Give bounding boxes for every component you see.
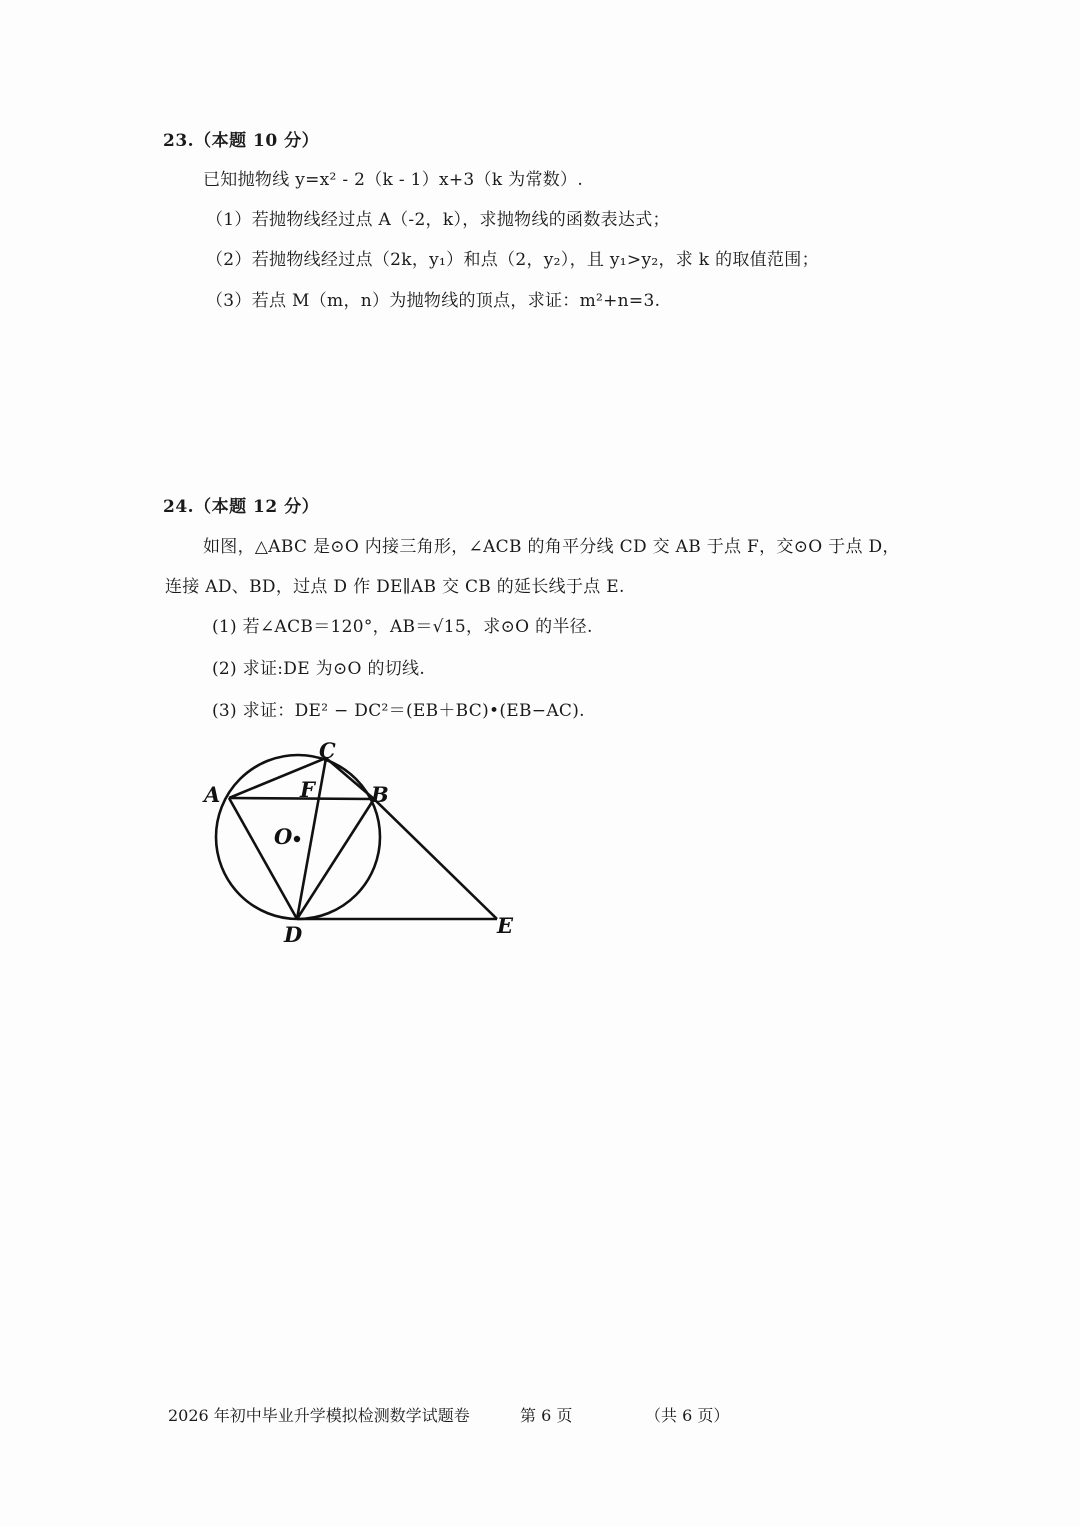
label-f: F [300,777,315,802]
segment-ad [229,798,297,919]
label-b: B [371,782,389,807]
label-o: O [274,824,293,849]
footer-total: （共 6 页） [645,1406,730,1425]
footer-page: 第 6 页 [520,1406,573,1425]
q24-stem-line1: 如图，△ABC 是⊙O 内接三角形，∠ACB 的角平分线 CD 交 AB 于点 F，交⊙O 于点 D， [203,537,900,557]
segment-cb [326,758,374,799]
center-dot [294,836,300,842]
q24-stem-line2: 连接 AD、BD，过点 D 作 DE∥AB 交 CB 的延长线于点 E. [165,577,625,597]
q23-part3: （3）若点 M（m，n）为抛物线的顶点，求证：m²+n=3. [206,291,661,311]
q24-part1: (1) 若∠ACB＝120°，AB＝√15，求⊙O 的半径. [212,617,593,637]
q23-part2: （2）若抛物线经过点（2k，y₁）和点（2，y₂），且 y₁>y₂，求 k 的取值范围； [206,250,819,270]
footer-title: 2026 年初中毕业升学模拟检测数学试题卷 [168,1406,470,1425]
segment-be [374,799,497,919]
label-d: D [284,922,303,947]
q24-part3: (3) 求证：DE² − DC²＝(EB＋BC)•(EB−AC). [212,701,585,721]
q23-header: 23.（本题 10 分） [163,131,320,151]
q23-stem: 已知抛物线 y=x² - 2（k - 1）x+3（k 为常数）. [203,170,584,190]
label-c: C [319,738,336,763]
q24-header: 24.（本题 12 分） [163,497,320,517]
q23-part1: （1）若抛物线经过点 A（-2，k），求抛物线的函数表达式； [206,210,670,230]
label-e: E [497,913,514,938]
circle-triangle-figure [200,738,530,948]
label-a: A [204,782,221,807]
q24-part2: (2) 求证:DE 为⊙O 的切线. [212,659,426,679]
